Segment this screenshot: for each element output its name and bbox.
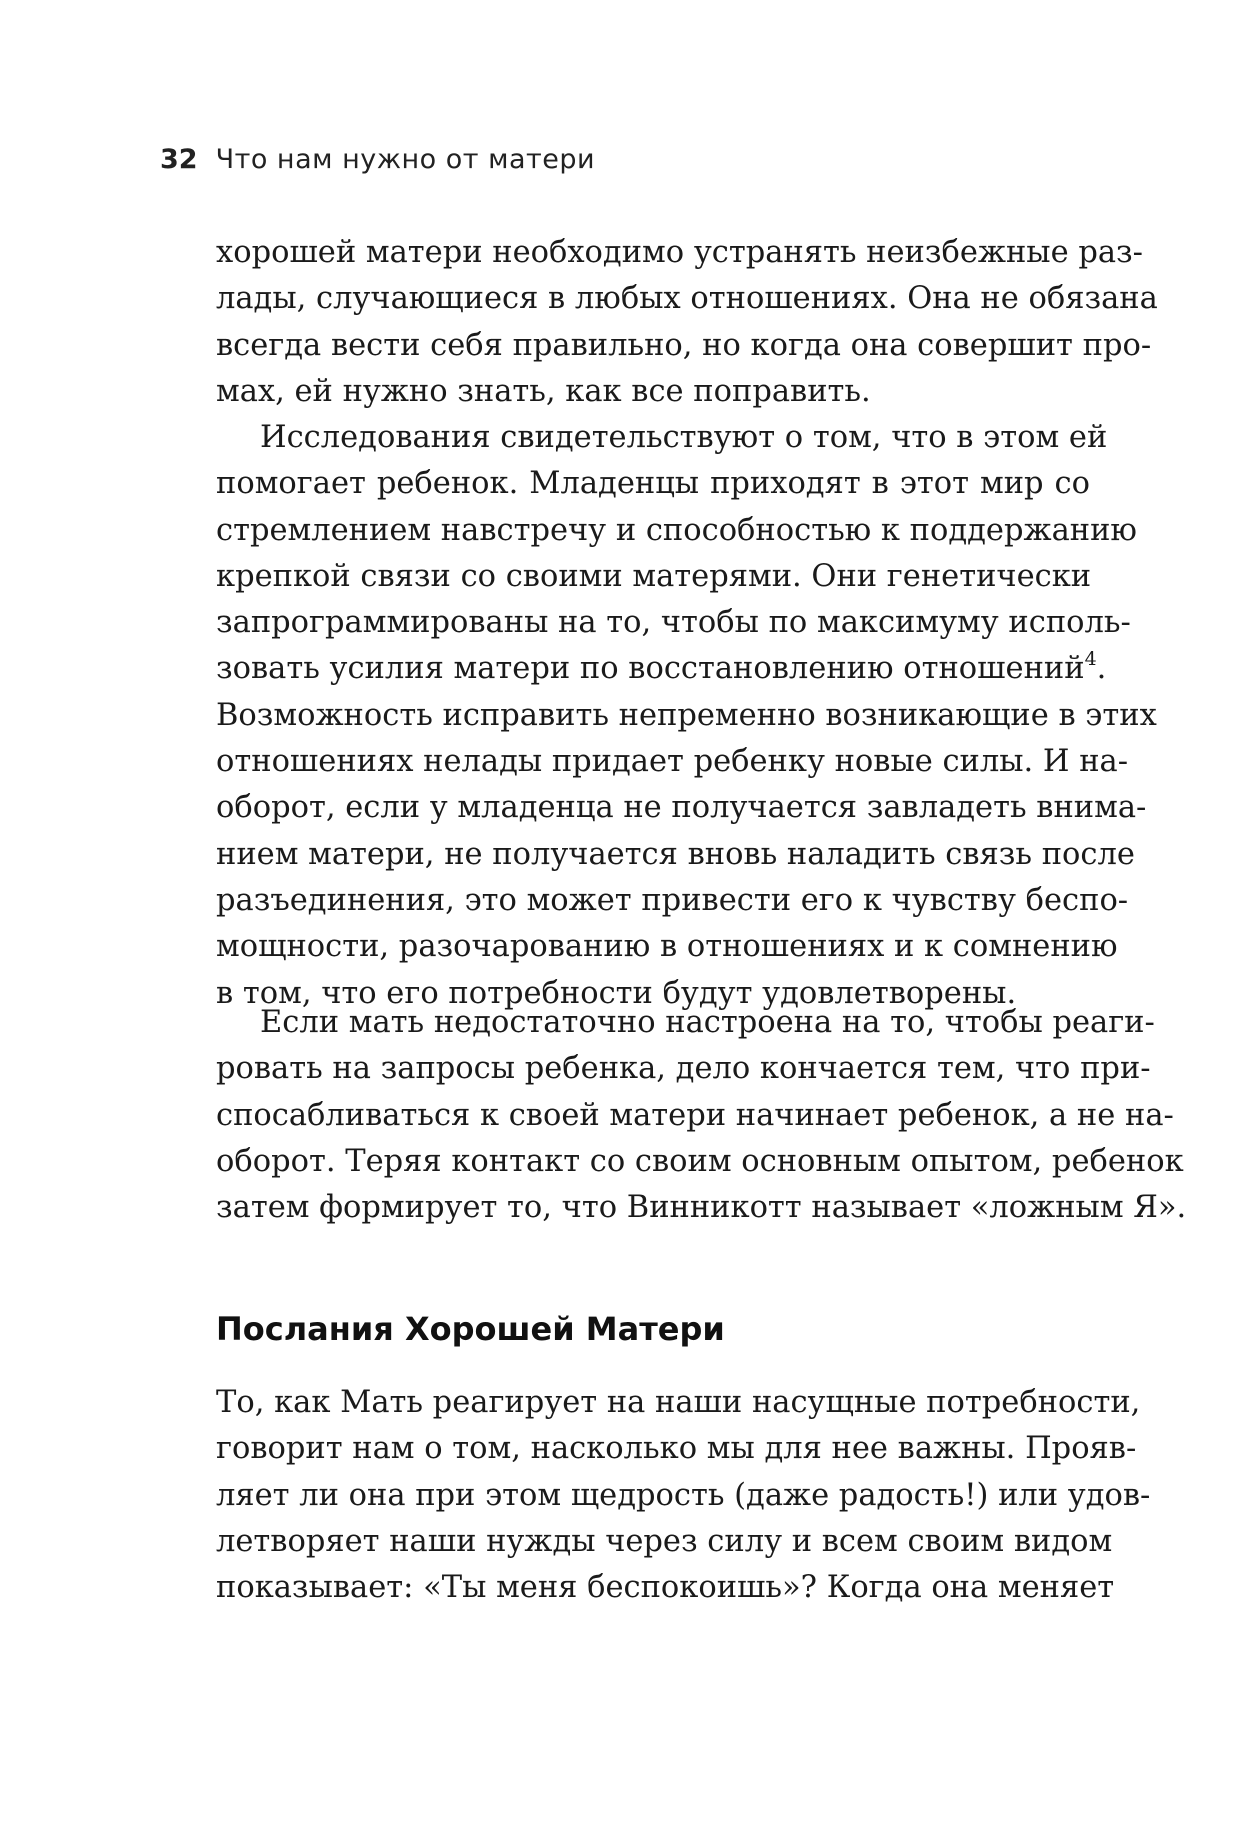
text-line: мощности, разочарованию в отношениях и к сомнению [216, 929, 1118, 965]
text-line: ляет ли она при этом щедрость (даже радость!) или удов- [216, 1477, 1151, 1513]
text-line: оборот. Теряя контакт со своим основным опытом, ребенок [216, 1143, 1184, 1179]
text-line: летворяет наши нужды через силу и всем своим видом [216, 1523, 1113, 1559]
text-line: всегда вести себя правильно, но когда она совершит про- [216, 327, 1152, 363]
text-line: говорит нам о том, насколько мы для нее важны. Прояв- [216, 1431, 1137, 1467]
text-line: запрограммированы на то, чтобы по максимуму исполь- [216, 605, 1131, 641]
text-line: нием матери, не получается вновь наладить связь после [216, 836, 1135, 872]
running-head [160, 140, 595, 180]
section-paragraph [216, 1380, 1151, 1611]
text-line-with-footnote [216, 646, 1107, 692]
text-line: показывает: «Ты меня беспокоишь»? Когда она меняет [216, 1570, 1115, 1606]
paragraph-3 [216, 1000, 1187, 1231]
text-line: мах, ей нужно знать, как все поправить. [216, 373, 871, 409]
text-line: помогает ребенок. Младенцы приходят в этот мир со [216, 466, 1090, 502]
text-line: разъединения, это может привести его к чувству беспо- [216, 882, 1129, 918]
text-segment: зовать усилия матери по восстановлению отношений [216, 651, 1085, 687]
text-line: отношениях нелады придает ребенку новые силы. И на- [216, 744, 1129, 780]
text-line: стремлением навстречу и способностью к поддержанию [216, 512, 1137, 548]
text-line: ровать на запросы ребенка, дело кончается тем, что при- [216, 1051, 1151, 1087]
text-line: в том, что его потребности будут удовлетворены. [216, 975, 1017, 1011]
paragraph-2 [216, 415, 1157, 1017]
text-line: Исследования свидетельствуют о том, что в этом ей [260, 420, 1108, 455]
text-line: Если мать недостаточно настроена на то, чтобы реаги- [260, 1005, 1155, 1040]
text-line: Возможность исправить непременно возникающие в этих [216, 697, 1157, 733]
page-number: 32 [160, 144, 198, 175]
paragraph-1 [216, 230, 1158, 415]
text-line: хорошей матери необходимо устранять неизбежные раз- [216, 235, 1143, 270]
text-line: спосабливаться к своей матери начинает ребенок, а не на- [216, 1097, 1174, 1133]
text-line: То, как Мать реагирует на наши насущные потребности, [216, 1385, 1141, 1420]
section-heading: Послания Хорошей Матери [216, 1310, 725, 1348]
footnote-reference[interactable]: 4 [1084, 648, 1097, 671]
chapter-title: Что нам нужно от матери [215, 144, 596, 175]
text-line: оборот, если у младенца не получается завладеть внима- [216, 790, 1147, 826]
text-line: лады, случающиеся в любых отношениях. Она не обязана [216, 281, 1158, 317]
text-line: крепкой связи со своими матерями. Они генетически [216, 558, 1092, 594]
text-line: затем формирует то, что Винникотт называет «ложным Я». [216, 1190, 1187, 1226]
text-segment: . [1096, 651, 1107, 687]
